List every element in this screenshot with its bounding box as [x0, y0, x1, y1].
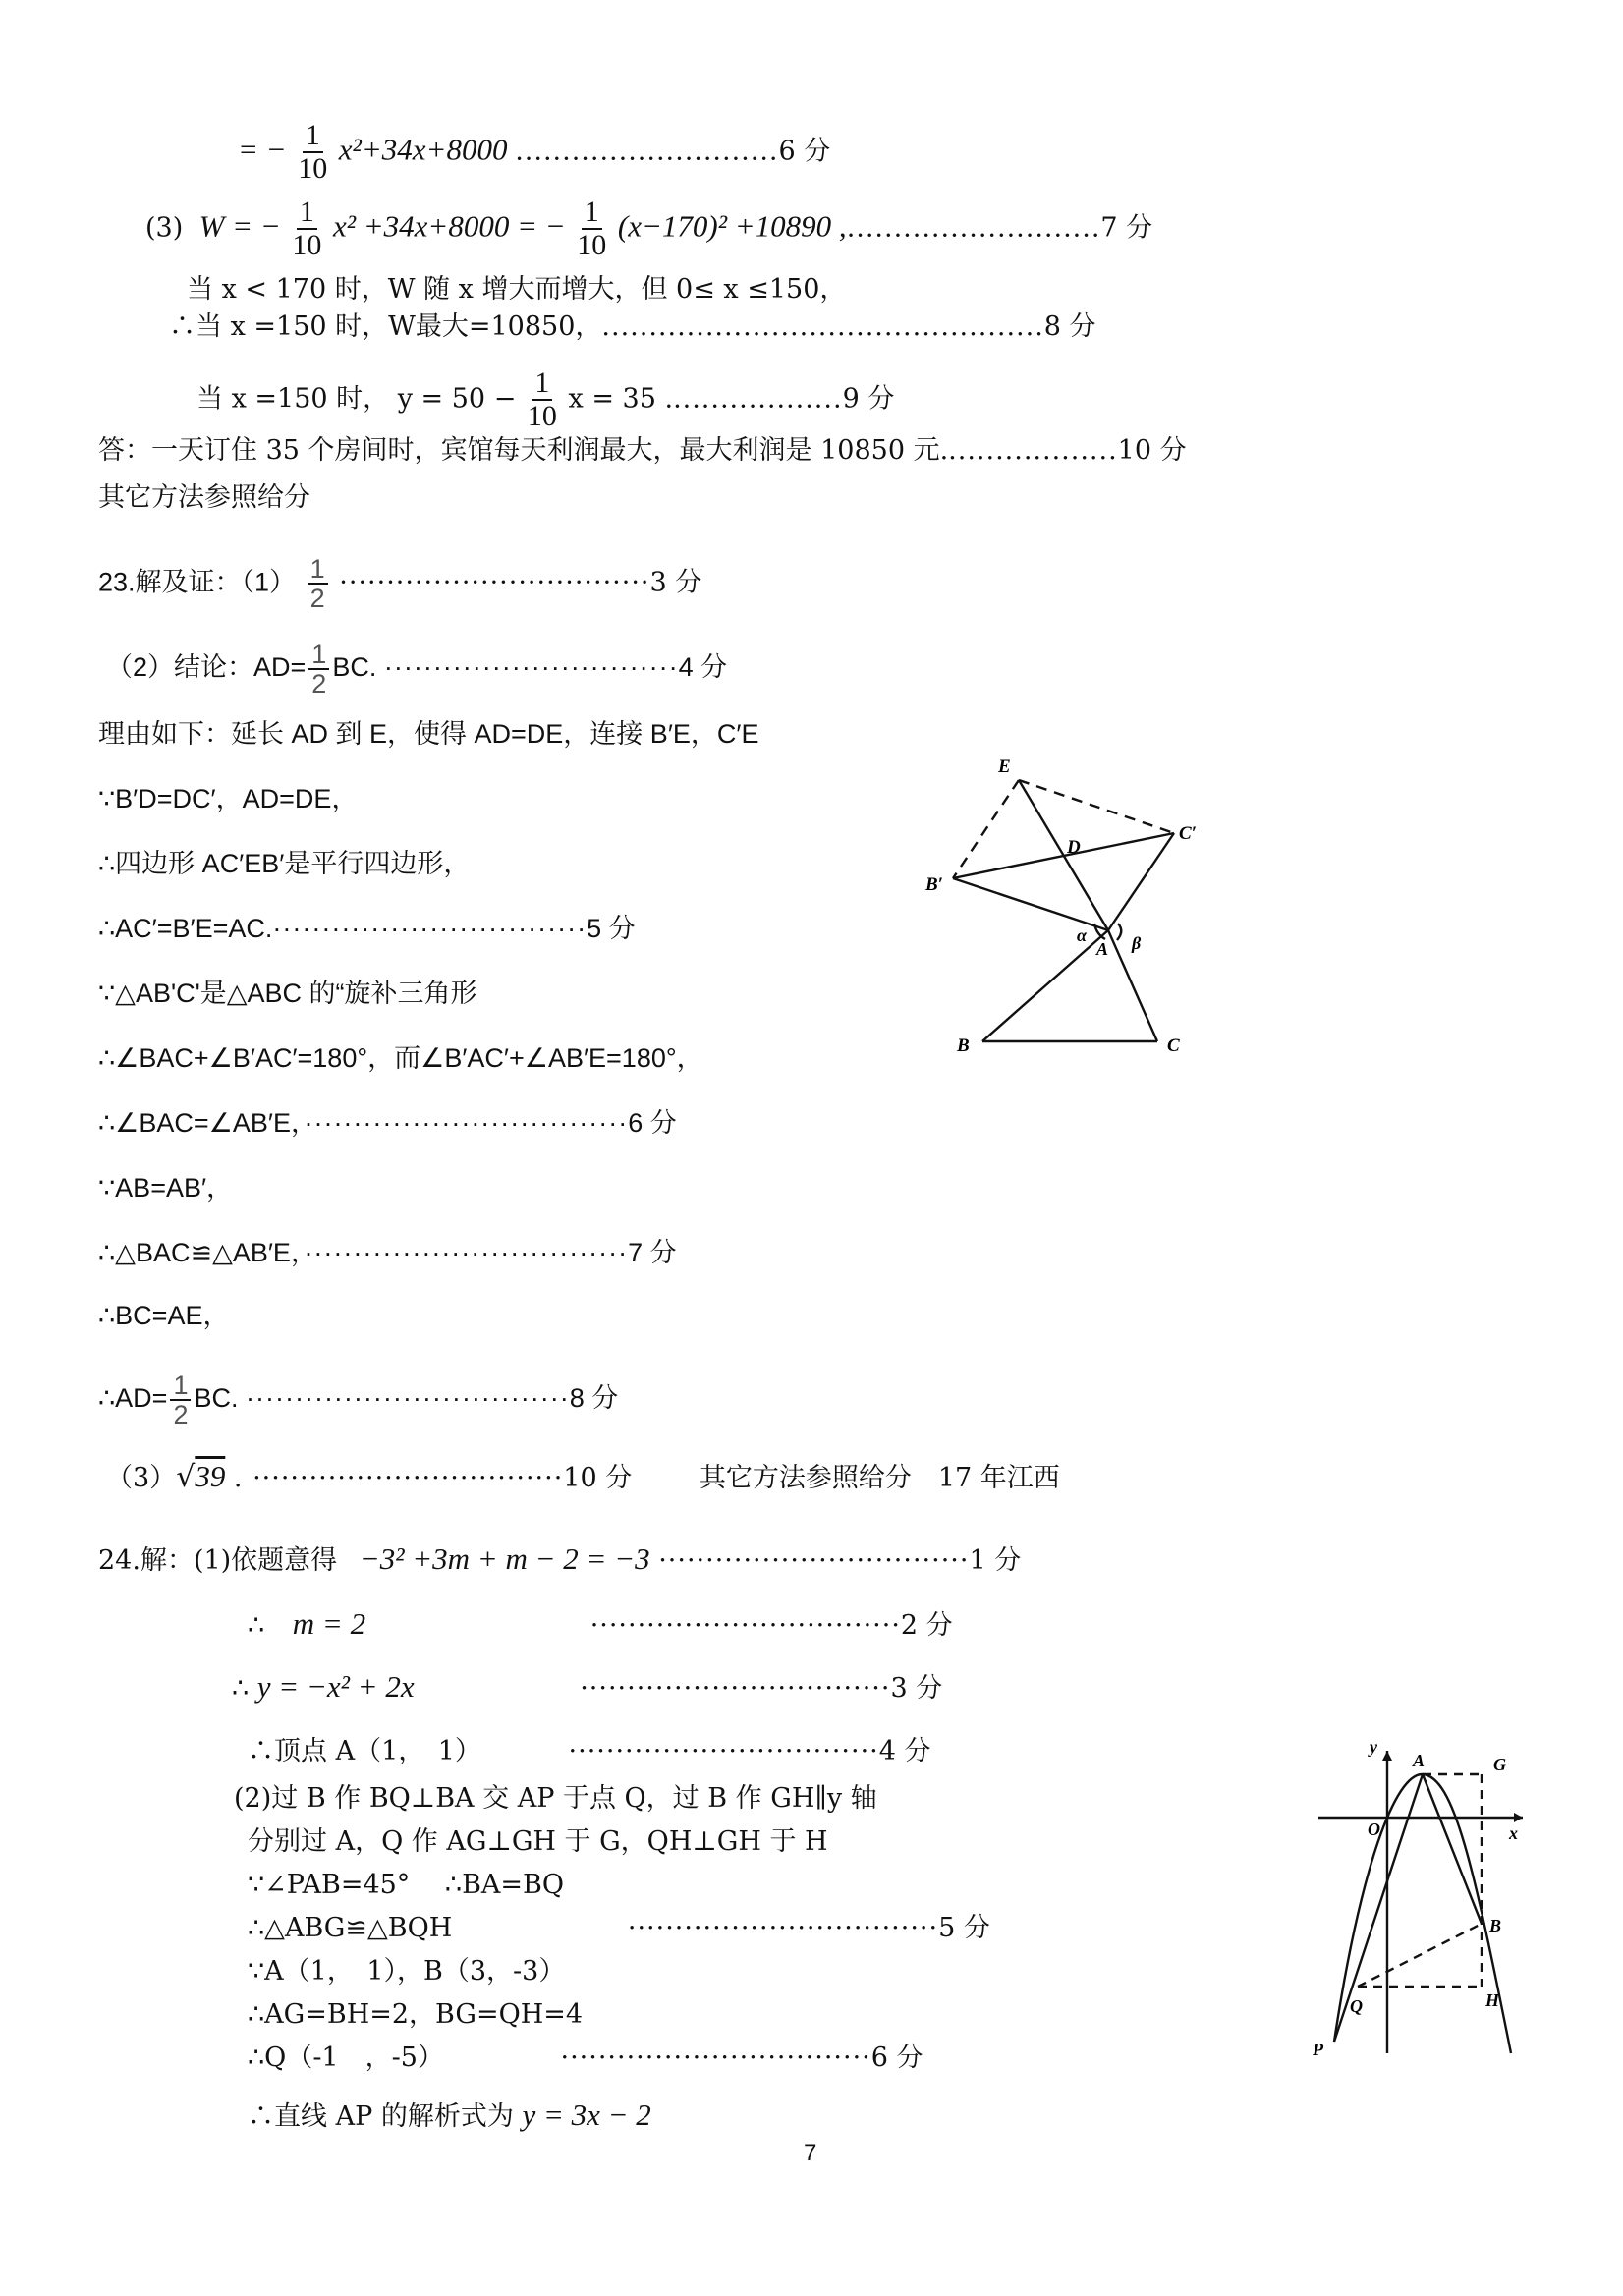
fraction-half: $\frac{1}{2}$ [308, 555, 328, 612]
label-Q: Q [1350, 1996, 1363, 2016]
label-B1: B′ [925, 874, 944, 895]
q24-line-7: ∵∠PAB=45° ∴BA=BQ [248, 1870, 565, 1900]
q23-line-10: ∵AB=AB′， [98, 1173, 234, 1203]
q24-line-6: 分别过 A，Q 作 AG⊥GH 于 G，QH⊥GH 于 H [248, 1826, 828, 1857]
axis-x: x [1509, 1823, 1518, 1843]
label-C1: C′ [1179, 823, 1198, 844]
q22-line-5: 当 x =150 时， y = 50 − $\frac{1}{10}$ x = 35 ...................9 分 [196, 366, 895, 432]
q24-line-5: (2)过 B 作 BQ⊥BA 交 AP 于点 Q，过 B 作 GH∥y 轴 [234, 1783, 877, 1814]
q23-line-7: ∵△AB'C'是△ABC 的“旋补三角形 [98, 979, 477, 1008]
q23-figure [914, 747, 1208, 1071]
label-P: P [1313, 2040, 1323, 2059]
q24-line-2: ∴ m = 2 ·································2 分 [248, 1606, 953, 1641]
page-number: 7 [804, 2140, 817, 2166]
score: 6 分 [778, 136, 831, 167]
q23-line-12: ∴BC=AE， [98, 1301, 230, 1330]
label-beta: β [1132, 933, 1142, 953]
q24-line-4: ∴顶点 A（1， 1） ·································4 分 [248, 1736, 931, 1766]
q23-line-3: 理由如下：延长 AD 到 E，使得 AD=DE，连接 B′E，C′E [98, 719, 759, 749]
label-B: B [1489, 1916, 1502, 1935]
q23-line-6: ∴AC′=B′E=AC.································5 分 [98, 914, 636, 943]
label-E: E [998, 756, 1011, 777]
fraction: $\frac{1}{10}$ [577, 196, 607, 261]
label-A: A [1413, 1751, 1426, 1770]
q23-line-4: ∵B′D=DC′，AD=DE， [98, 784, 359, 813]
q24-line-11: ∴Q（-1 ，-5） ·································6 分 [248, 2043, 923, 2073]
fraction-half: $\frac{1}{2}$ [170, 1372, 191, 1428]
label-D: D [1067, 837, 1081, 858]
label-B: B [957, 1036, 970, 1056]
q23-line-13: ∴AD= $\frac{1}{2}$ BC. ·································8 分 [98, 1371, 619, 1429]
fraction-half: $\frac{1}{2}$ [308, 641, 329, 698]
fraction: $\frac{1}{10}$ [298, 119, 328, 185]
q22-answer: 答：一天订住 35 个房间时，宾馆每天利润最大，最大利润是 10850 元...................10 分 [98, 435, 1187, 466]
q23-line-1: 23.解及证：（1） $\frac{1}{2}$ ·································3 分 [98, 554, 702, 613]
q22-line-4: ∴当 x =150 时，W最大=10850，...............................................8 分 [169, 311, 1096, 342]
sqrt-icon: √ [176, 1460, 196, 1494]
q23-line-2: （2）结论：AD= $\frac{1}{2}$ BC. ······························4 分 [106, 640, 728, 699]
label-A: A [1096, 939, 1109, 959]
q22-line-3: 当 x < 170 时，W 随 x 增大而增大，但 0≤ x ≤150， [187, 274, 847, 305]
q22-note: 其它方法参照给分 [98, 482, 310, 513]
axis-y: y [1370, 1737, 1377, 1757]
q23-line-9: ∴∠BAC=∠AB′E，·································6 分 [98, 1108, 677, 1138]
fraction: $\frac{1}{10}$ [292, 196, 322, 261]
fraction: $\frac{1}{10}$ [527, 366, 557, 432]
label-alpha: α [1077, 925, 1087, 945]
q23-line-8: ∴∠BAC+∠B′AC′=180°，而∠B′AC′+∠AB′E=180°， [98, 1043, 703, 1073]
label-C: C [1167, 1036, 1180, 1056]
q24-line-8: ∴△ABG≌△BQH ·································5 分 [248, 1913, 990, 1943]
q23-line-5: ∴四边形 AC′EB′是平行四边形， [98, 849, 471, 878]
q22-line-1: = − $\frac{1}{10}$ x²+34x+8000 ............................6 分 [238, 119, 831, 185]
q24-line-10: ∴AG=BH=2，BG=QH=4 [248, 1999, 584, 2030]
q22-line-2: (3) W = − $\frac{1}{10}$ x² +34x+8000 = − $\frac{1}{10}$ (x−170)² +10890 ,...........................7 分 [145, 196, 1153, 261]
q24-line-9: ∵A（1， 1），B（3，-3） [248, 1956, 566, 1987]
q23-line-11: ∴△BAC≌△AB′E，·································7 分 [98, 1238, 677, 1267]
q24-figure [1307, 1729, 1533, 2063]
label-O: O [1368, 1820, 1380, 1839]
q23-line-14: （3）√39 . ·································10 分 其它方法参照给分 17 年江西 [106, 1459, 1060, 1494]
label-H: H [1485, 1990, 1500, 2010]
label-G: G [1493, 1755, 1506, 1774]
q24-line-3: ∴ y = −x² + 2x ·································3 分 [232, 1669, 943, 1704]
q24-line-1: 24.解：(1)依题意得 −3² +3m + m − 2 = −3 ·································1 分 [98, 1541, 1022, 1576]
score: 7 分 [1100, 212, 1153, 244]
q24-line-12: ∴直线 AP 的解析式为 y = 3x − 2 [248, 2098, 651, 2132]
